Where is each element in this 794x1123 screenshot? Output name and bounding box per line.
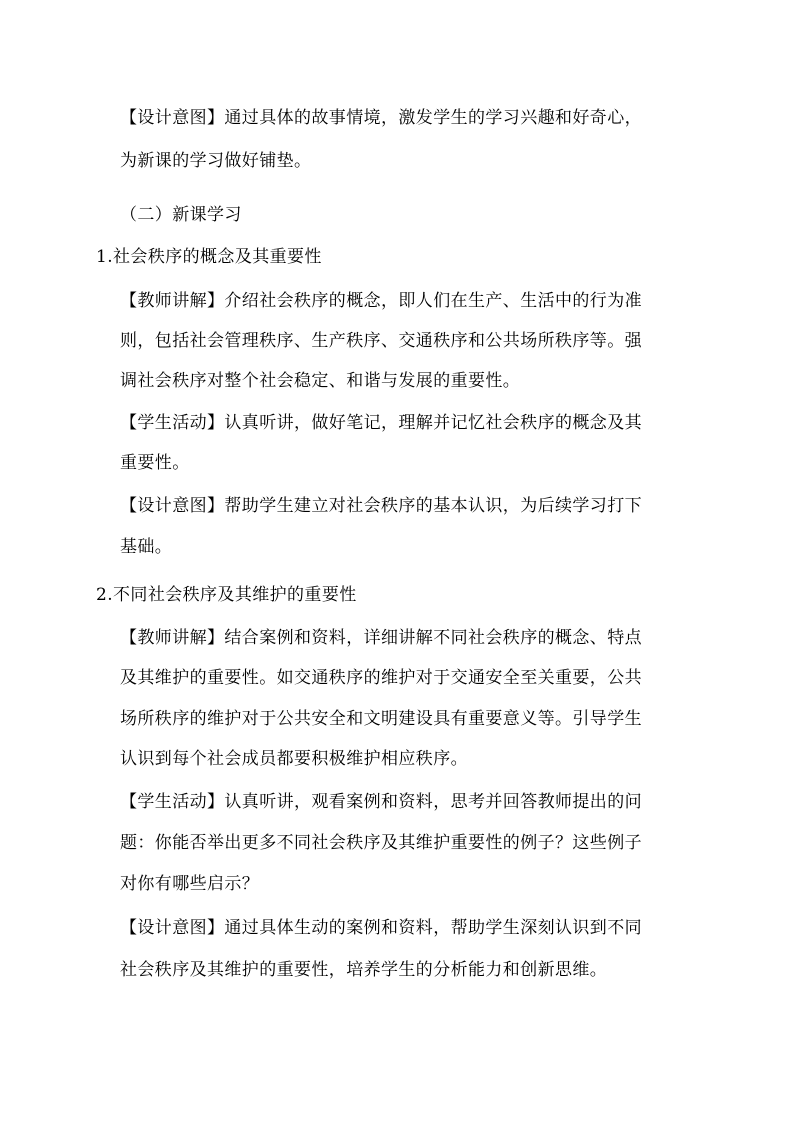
- part2-design-line-1: 【设计意图】通过具体生动的案例和资料，帮助学生深刻认识到不同: [120, 918, 642, 938]
- part2-heading: 2.不同社会秩序及其维护的重要性: [96, 585, 357, 605]
- intro-design-line-2: 为新课的学习做好铺垫。: [120, 151, 312, 171]
- part2-teacher-line-2: 及其维护的重要性。如交通秩序的维护对于交通安全至关重要，公共: [120, 668, 642, 688]
- part2-student-line-3: 对你有哪些启示？: [120, 874, 260, 894]
- part2-design-line-2: 社会秩序及其维护的重要性，培养学生的分析能力和创新思维。: [120, 960, 608, 980]
- part1-heading: 1.社会秩序的概念及其重要性: [96, 247, 322, 267]
- part2-teacher-line-3: 场所秩序的维护对于公共安全和文明建设具有重要意义等。引导学生: [120, 709, 642, 729]
- part1-teacher-line-3: 调社会秩序对整个社会稳定、和谐与发展的重要性。: [120, 371, 521, 391]
- part2-student-line-1: 【学生活动】认真听讲，观看案例和资料，思考并回答教师提出的问: [120, 792, 642, 812]
- part1-design-line-1: 【设计意图】帮助学生建立对社会秩序的基本认识，为后续学习打下: [120, 496, 642, 516]
- section-title: （二）新课学习: [120, 205, 242, 225]
- part1-teacher-line-2: 则，包括社会管理秩序、生产秩序、交通秩序和公共场所秩序等。强: [120, 331, 642, 351]
- part1-design-line-2: 基础。: [120, 537, 173, 557]
- part2-teacher-line-4: 认识到每个社会成员都要积极维护相应秩序。: [120, 749, 468, 769]
- part1-student-line-2: 重要性。: [120, 453, 190, 473]
- part2-teacher-line-1: 【教师讲解】结合案例和资料，详细讲解不同社会秩序的概念、特点: [120, 628, 642, 648]
- part2-student-line-2: 题：你能否举出更多不同社会秩序及其维护重要性的例子？这些例子: [120, 833, 642, 853]
- part1-teacher-line-1: 【教师讲解】介绍社会秩序的概念，即人们在生产、生活中的行为准: [120, 291, 642, 311]
- intro-design-line-1: 【设计意图】通过具体的故事情境，激发学生的学习兴趣和好奇心，: [120, 108, 642, 128]
- part1-student-line-1: 【学生活动】认真听讲，做好笔记，理解并记忆社会秩序的概念及其: [120, 413, 642, 433]
